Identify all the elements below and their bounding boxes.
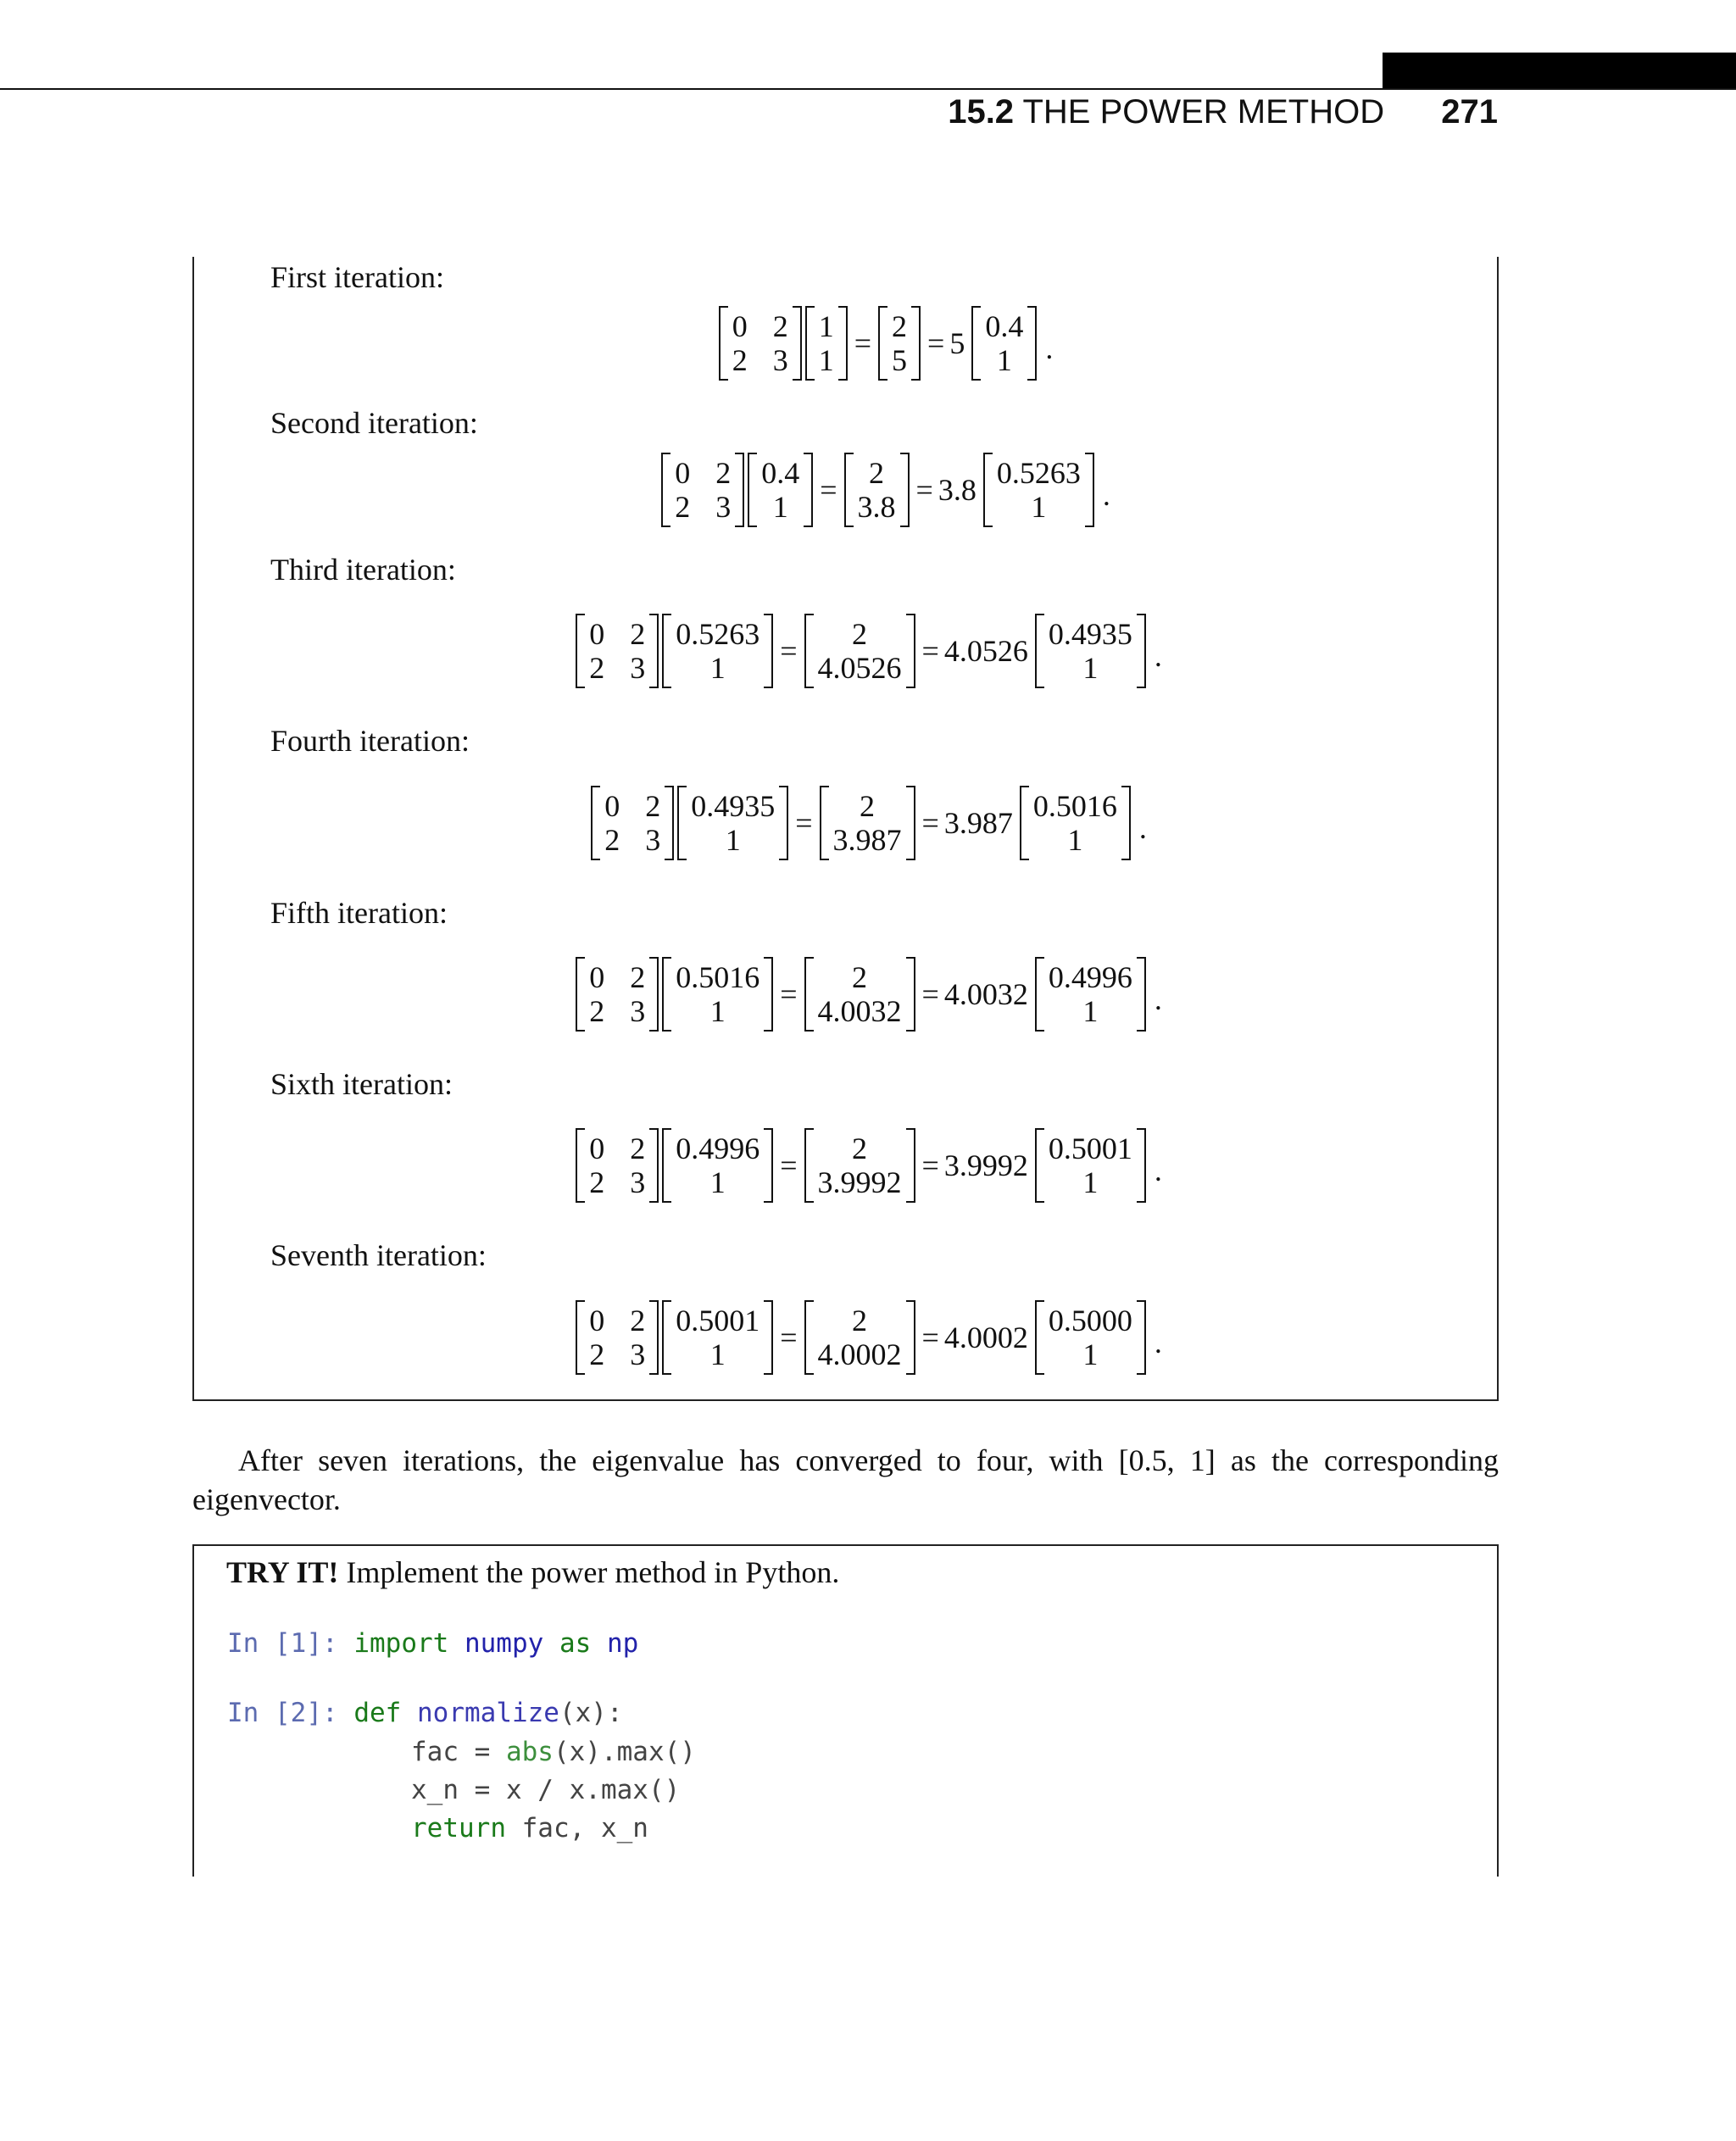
equals-sign: = <box>927 326 945 360</box>
matrix-a <box>576 1300 659 1375</box>
matrix-entry: 4.0002 <box>817 1337 902 1371</box>
matrix-entry: 2 <box>589 1337 605 1371</box>
product-vector <box>804 957 915 1032</box>
try-it-label: TRY IT! <box>226 1555 339 1589</box>
matrix-entry: 1 <box>1067 823 1083 857</box>
left-bracket <box>1035 1128 1044 1203</box>
vector-x <box>677 786 788 860</box>
left-bracket <box>719 306 728 381</box>
code-cell-2-line-2 <box>411 1737 696 1767</box>
matrix-entry: 2 <box>852 960 867 994</box>
right-bracket <box>735 453 744 527</box>
body-paragraph: After seven iterations, the eigenvalue has converged to four, with [0.5, 1] as the corresponding eigenvector. <box>192 1443 1499 1516</box>
matrix-a <box>576 614 659 688</box>
code-alias: np <box>606 1628 639 1659</box>
right-bracket <box>764 1300 773 1375</box>
code-text: (x).max() <box>553 1737 696 1767</box>
normalized-vector <box>1035 957 1146 1032</box>
matrix-entry: 1 <box>709 651 726 685</box>
header-rule <box>0 88 1736 90</box>
right-bracket <box>764 1128 773 1203</box>
section-title: THE POWER METHOD <box>1022 93 1385 131</box>
right-bracket <box>1137 614 1146 688</box>
vector-x <box>748 453 813 527</box>
matrix-entry: 0 <box>589 617 605 651</box>
product-vector-entries <box>814 1300 906 1375</box>
normalized-vector <box>971 306 1037 381</box>
left-bracket <box>748 453 757 527</box>
product-vector-entries <box>814 957 906 1032</box>
equals-sign: = <box>780 1321 798 1354</box>
right-bracket <box>649 957 659 1032</box>
iteration-equation <box>0 614 1736 688</box>
iteration-label: Fifth iteration: <box>270 896 448 930</box>
iteration-label: Sixth iteration: <box>270 1067 453 1101</box>
matrix-entry: 2 <box>772 309 788 343</box>
matrix-entry: 1 <box>709 994 726 1028</box>
code-text: fac, x_n <box>505 1813 648 1843</box>
matrix-entry: 1 <box>818 309 834 343</box>
product-vector-entries <box>814 614 906 688</box>
matrix-entry: 2 <box>589 1165 605 1199</box>
left-bracket <box>662 1300 671 1375</box>
matrix-entry: 0 <box>589 1132 605 1165</box>
equation-body <box>574 1300 1162 1375</box>
vector-x-entries <box>815 306 838 381</box>
matrix-entry: 2 <box>715 456 732 490</box>
matrix-a-entries <box>585 957 649 1032</box>
iteration-equation <box>0 306 1736 381</box>
right-bracket <box>1137 1300 1146 1375</box>
right-bracket <box>1085 453 1094 527</box>
matrix-entry: 0.5263 <box>996 456 1081 490</box>
left-bracket <box>661 453 670 527</box>
matrix-a <box>719 306 802 381</box>
right-bracket <box>793 306 802 381</box>
matrix-entry: 0.4935 <box>691 789 776 823</box>
code-prompt: In [1]: <box>227 1628 338 1659</box>
matrix-entry: 3.987 <box>832 823 902 857</box>
product-vector <box>878 306 921 381</box>
left-bracket <box>804 1128 814 1203</box>
vector-x-entries <box>671 614 764 688</box>
right-bracket <box>649 614 659 688</box>
matrix-entry: 1 <box>725 823 741 857</box>
equals-sign: = <box>915 473 933 507</box>
iteration-equation <box>0 786 1736 860</box>
left-bracket <box>591 786 600 860</box>
matrix-entry: 0.5263 <box>676 617 760 651</box>
matrix-entry: 1 <box>996 343 1012 377</box>
header-tab-bar <box>1383 53 1736 89</box>
code-builtin: abs <box>505 1737 554 1767</box>
matrix-entry: 2 <box>630 1132 646 1165</box>
matrix-entry: 0.5001 <box>676 1304 760 1337</box>
left-bracket <box>1035 957 1044 1032</box>
code-keyword: def <box>353 1698 402 1728</box>
right-bracket <box>1137 957 1146 1032</box>
normalized-vector-entries <box>1044 1128 1137 1203</box>
matrix-entry: 0 <box>732 309 748 343</box>
equals-sign: = <box>854 326 871 360</box>
matrix-entry: 2 <box>589 994 605 1028</box>
product-vector <box>820 786 915 860</box>
matrix-entry: 2 <box>645 789 661 823</box>
matrix-a-entries <box>585 614 649 688</box>
equation-body <box>589 786 1147 860</box>
matrix-entry: 3 <box>630 1165 646 1199</box>
matrix-entry: 0 <box>675 456 691 490</box>
matrix-entry: 3.9992 <box>817 1165 902 1199</box>
matrix-entry: 3 <box>772 343 788 377</box>
right-bracket <box>764 957 773 1032</box>
matrix-entry: 5 <box>892 343 907 377</box>
matrix-a-entries <box>670 453 735 527</box>
matrix-entry: 2 <box>630 960 646 994</box>
matrix-entry: 0.5001 <box>1048 1132 1132 1165</box>
left-bracket <box>805 306 815 381</box>
iteration-label: Second iteration: <box>270 406 478 440</box>
code-keyword: return <box>411 1813 506 1843</box>
vector-x-entries <box>671 1128 764 1203</box>
product-vector <box>804 1128 915 1203</box>
try-it-heading <box>226 1554 839 1590</box>
matrix-entry: 4.0526 <box>817 651 902 685</box>
matrix-entry: 1 <box>1082 1337 1099 1371</box>
period: . <box>1045 331 1054 365</box>
left-bracket <box>576 957 585 1032</box>
matrix-entry: 0 <box>589 1304 605 1337</box>
matrix-entry: 3 <box>630 651 646 685</box>
eigenvalue-estimate: 4.0002 <box>943 1321 1028 1354</box>
left-bracket <box>983 453 993 527</box>
matrix-entry: 1 <box>1082 994 1099 1028</box>
eigenvalue-estimate: 4.0526 <box>943 634 1028 668</box>
vector-x <box>662 614 773 688</box>
code-module: numpy <box>464 1628 544 1659</box>
matrix-entry: 2 <box>589 651 605 685</box>
normalized-vector <box>1035 1300 1146 1375</box>
right-bracket <box>1137 1128 1146 1203</box>
code-keyword: as <box>559 1628 592 1659</box>
right-bracket <box>1121 786 1131 860</box>
vector-x <box>805 306 848 381</box>
right-bracket <box>1027 306 1037 381</box>
left-bracket <box>878 306 887 381</box>
left-bracket <box>820 786 829 860</box>
matrix-entry: 0.4 <box>761 456 800 490</box>
matrix-entry: 0.5000 <box>1048 1304 1132 1337</box>
left-bracket <box>576 1128 585 1203</box>
equals-sign: = <box>795 806 813 840</box>
left-bracket <box>1020 786 1029 860</box>
matrix-entry: 1 <box>1031 490 1047 524</box>
right-bracket <box>764 614 773 688</box>
matrix-entry: 2 <box>852 1304 867 1337</box>
equation-body <box>574 1128 1162 1203</box>
code-cell-2-line-3 <box>411 1775 680 1805</box>
matrix-entry: 1 <box>818 343 834 377</box>
left-bracket <box>576 1300 585 1375</box>
matrix-entry: 2 <box>852 1132 867 1165</box>
equals-sign: = <box>780 1148 798 1182</box>
left-bracket <box>662 1128 671 1203</box>
eigenvalue-estimate: 3.9992 <box>943 1148 1028 1182</box>
left-bracket <box>662 957 671 1032</box>
product-vector <box>804 614 915 688</box>
period: . <box>1138 811 1147 845</box>
normalized-vector-entries <box>1029 786 1121 860</box>
matrix-entry: 3 <box>630 994 646 1028</box>
equation-body <box>574 614 1162 688</box>
matrix-entry: 1 <box>1082 651 1099 685</box>
matrix-a-entries <box>728 306 793 381</box>
product-vector <box>844 453 910 527</box>
code-cell-2-line-4 <box>411 1813 648 1843</box>
normalized-vector <box>1035 1128 1146 1203</box>
try-it-text: Implement the power method in Python. <box>346 1555 840 1589</box>
equals-sign: = <box>921 806 939 840</box>
left-bracket <box>576 614 585 688</box>
matrix-entry: 3.8 <box>857 490 896 524</box>
equals-sign: = <box>921 1148 939 1182</box>
product-vector-entries <box>854 453 900 527</box>
left-bracket <box>1035 1300 1044 1375</box>
matrix-a <box>591 786 674 860</box>
iteration-label: First iteration: <box>270 260 444 294</box>
matrix-a-entries <box>585 1128 649 1203</box>
right-bracket <box>906 1300 915 1375</box>
equals-sign: = <box>921 1321 939 1354</box>
matrix-entry: 2 <box>630 1304 646 1337</box>
normalized-vector-entries <box>1044 1300 1137 1375</box>
section-number: 15.2 <box>948 93 1015 131</box>
matrix-entry: 1 <box>709 1165 726 1199</box>
right-bracket <box>649 1300 659 1375</box>
matrix-entry: 2 <box>869 456 884 490</box>
product-vector <box>804 1300 915 1375</box>
equation-body <box>659 453 1110 527</box>
matrix-entry: 0 <box>589 960 605 994</box>
vector-x-entries <box>671 1300 764 1375</box>
matrix-entry: 3 <box>630 1337 646 1371</box>
eigenvalue-estimate: 5 <box>949 326 965 360</box>
right-bracket <box>906 786 915 860</box>
product-vector-entries <box>814 1128 906 1203</box>
code-prompt: In [2]: <box>227 1698 338 1728</box>
eigenvalue-estimate: 3.8 <box>938 473 976 507</box>
page-number: 271 <box>1441 93 1498 131</box>
left-bracket <box>971 306 981 381</box>
matrix-a-entries <box>585 1300 649 1375</box>
vector-x-entries <box>687 786 779 860</box>
left-bracket <box>677 786 687 860</box>
matrix-entry: 2 <box>630 617 646 651</box>
matrix-entry: 0.4935 <box>1048 617 1132 651</box>
code-signature: (x): <box>559 1698 623 1728</box>
right-bracket <box>911 306 921 381</box>
iteration-equation <box>0 453 1736 527</box>
matrix-entry: 3 <box>715 490 732 524</box>
normalized-vector <box>1035 614 1146 688</box>
matrix-a <box>576 957 659 1032</box>
left-bracket <box>804 957 814 1032</box>
left-bracket <box>662 614 671 688</box>
matrix-entry: 2 <box>892 309 907 343</box>
left-bracket <box>1035 614 1044 688</box>
product-vector-entries <box>829 786 906 860</box>
right-bracket <box>665 786 674 860</box>
left-bracket <box>804 1300 814 1375</box>
code-cell-1 <box>227 1628 638 1659</box>
matrix-entry: 1 <box>1082 1165 1099 1199</box>
matrix-entry: 2 <box>675 490 691 524</box>
vector-x <box>662 1300 773 1375</box>
code-keyword: import <box>353 1628 449 1659</box>
code-cell-2-line-1 <box>227 1698 623 1728</box>
right-bracket <box>649 1128 659 1203</box>
matrix-entry: 2 <box>604 823 620 857</box>
matrix-entry: 0.4996 <box>1048 960 1132 994</box>
eigenvalue-estimate: 4.0032 <box>943 977 1028 1011</box>
matrix-entry: 0.4 <box>985 309 1024 343</box>
normalized-vector-entries <box>1044 957 1137 1032</box>
right-bracket <box>838 306 848 381</box>
vector-x-entries <box>757 453 804 527</box>
iteration-label: Third iteration: <box>270 553 456 587</box>
iteration-equation <box>0 1300 1736 1375</box>
code-function-name: normalize <box>417 1698 559 1728</box>
period: . <box>1154 1154 1162 1187</box>
matrix-entry: 1 <box>709 1337 726 1371</box>
matrix-a <box>576 1128 659 1203</box>
vector-x <box>662 1128 773 1203</box>
right-bracket <box>804 453 813 527</box>
eigenvalue-estimate: 3.987 <box>943 806 1013 840</box>
iteration-label: Seventh iteration: <box>270 1238 487 1272</box>
period: . <box>1154 982 1162 1016</box>
vector-x-entries <box>671 957 764 1032</box>
right-bracket <box>906 957 915 1032</box>
matrix-entry: 0.5016 <box>1032 789 1117 823</box>
matrix-a-entries <box>600 786 665 860</box>
normalized-vector <box>983 453 1094 527</box>
period: . <box>1154 639 1162 673</box>
code-text: x_n = x / x.max() <box>411 1775 681 1805</box>
equals-sign: = <box>780 977 798 1011</box>
product-vector-entries <box>887 306 911 381</box>
right-bracket <box>906 614 915 688</box>
matrix-entry: 0 <box>604 789 620 823</box>
iteration-label: Fourth iteration: <box>270 724 470 758</box>
running-head <box>948 93 1498 131</box>
right-bracket <box>900 453 910 527</box>
matrix-entry: 4.0032 <box>817 994 902 1028</box>
matrix-entry: 2 <box>732 343 748 377</box>
normalized-vector-entries <box>981 306 1027 381</box>
right-bracket <box>779 786 788 860</box>
iteration-equation <box>0 1128 1736 1203</box>
matrix-entry: 3 <box>645 823 661 857</box>
matrix-entry: 1 <box>772 490 788 524</box>
equals-sign: = <box>921 634 939 668</box>
period: . <box>1154 1326 1162 1360</box>
normalized-vector-entries <box>993 453 1085 527</box>
iteration-equation <box>0 957 1736 1032</box>
matrix-entry: 2 <box>852 617 867 651</box>
matrix-entry: 0.4996 <box>676 1132 760 1165</box>
vector-x <box>662 957 773 1032</box>
code-text: fac = <box>411 1737 506 1767</box>
left-bracket <box>844 453 854 527</box>
matrix-entry: 0.5016 <box>676 960 760 994</box>
normalized-vector <box>1020 786 1131 860</box>
right-bracket <box>906 1128 915 1203</box>
matrix-a <box>661 453 744 527</box>
equation-body <box>574 957 1162 1032</box>
equals-sign: = <box>820 473 837 507</box>
normalized-vector-entries <box>1044 614 1137 688</box>
matrix-entry: 2 <box>860 789 875 823</box>
equation-body <box>717 306 1054 381</box>
left-bracket <box>804 614 814 688</box>
equals-sign: = <box>921 977 939 1011</box>
equals-sign: = <box>780 634 798 668</box>
period: . <box>1102 478 1110 512</box>
